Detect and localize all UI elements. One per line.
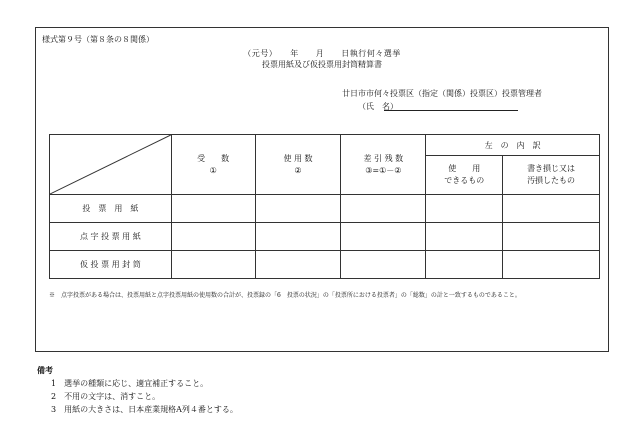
row-label: 仮 投 票 用 封 筒: [50, 251, 172, 279]
remark-item: 3 用紙の大きさは、日本産業規格A列４番とする。: [51, 405, 238, 414]
cell-received: [171, 223, 255, 251]
table-row: [50, 251, 600, 279]
remarks-section: [37, 364, 238, 416]
name-signature-line: [384, 110, 518, 111]
footnote: ※ 点字投票がある場合は、投票用紙と点字投票用紙の使用数の合計が、投票録の「6 投票の状況」の「投票所における投票者」の「総数」の計と一致するものであること。: [49, 292, 521, 299]
header-received: 受 数 ①: [171, 135, 255, 195]
cell-damaged: [503, 251, 600, 279]
row-label: 点 字 投 票 用 紙: [50, 223, 172, 251]
cell-usable: [426, 223, 503, 251]
cell-remaining: [341, 195, 426, 223]
header-damaged: 書き損じ又は 汚損したもの: [503, 156, 600, 195]
cell-remaining: [341, 223, 426, 251]
row-label: 投 票 用 紙: [50, 195, 172, 223]
diagonal-header-cell: [50, 135, 172, 195]
header-remaining: 差 引 残 数 ③=①－②: [341, 135, 426, 195]
election-title: （元号） 年 月 日執行何々選挙: [243, 49, 401, 58]
diagonal-line: [50, 135, 171, 194]
reconciliation-table: [49, 134, 600, 279]
cell-usable: [426, 195, 503, 223]
header-breakdown: 左 の 内 訳: [426, 135, 600, 156]
manager-line: 廿日市市何々投票区（指定（関係）投票区）投票管理者: [342, 89, 542, 98]
form-frame: [35, 27, 609, 352]
cell-damaged: [503, 223, 600, 251]
form-number: 様式第９号（第８条の８関係）: [42, 35, 154, 44]
remarks-title: 備考: [37, 365, 53, 375]
cell-used: [255, 251, 341, 279]
cell-damaged: [503, 195, 600, 223]
cell-received: [171, 195, 255, 223]
remark-item: 1 選挙の種類に応じ、適宜補正すること。: [51, 379, 209, 388]
cell-usable: [426, 251, 503, 279]
table-row: [50, 223, 600, 251]
header-used: 使 用 数 ②: [255, 135, 341, 195]
table-row: [50, 195, 600, 223]
cell-remaining: [341, 251, 426, 279]
name-label: （氏 名）: [358, 102, 398, 111]
cell-used: [255, 195, 341, 223]
header-usable: 使 用 できるもの: [426, 156, 503, 195]
cell-used: [255, 223, 341, 251]
document-title: 投票用紙及び仮投票用封筒精算書: [262, 60, 382, 69]
cell-received: [171, 251, 255, 279]
remark-item: 2 不用の文字は、消すこと。: [51, 392, 161, 401]
